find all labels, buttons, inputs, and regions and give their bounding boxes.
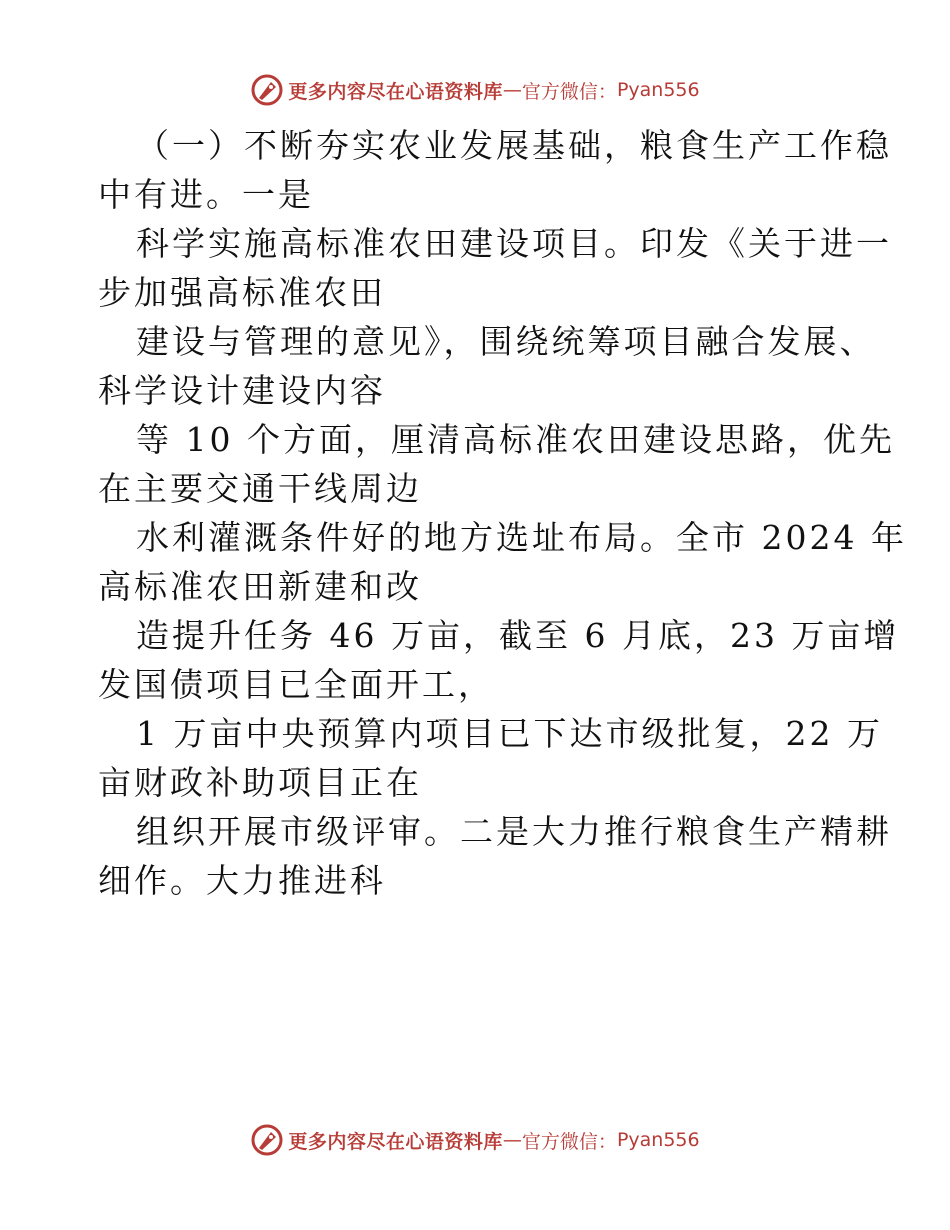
text-line: 在主要交通干线周边 <box>98 469 422 508</box>
watermark-separator: — <box>502 79 522 101</box>
watermark-footer <box>0 1120 950 1160</box>
watermark-wechat-label: 官方微信： <box>521 80 617 103</box>
text-line: 造提升任务 46 万亩，截至 6 月底，23 万亩增 <box>136 616 900 655</box>
watermark-text: 更多内容尽在心语资料库 <box>288 80 503 103</box>
watermark-wechat-id: Pyan556 <box>616 1129 700 1151</box>
text-line: 高标准农田新建和改 <box>98 567 422 606</box>
document-body <box>98 121 907 905</box>
text-line: 组织开展市级评审。二是大力推行粮食生产精耕 <box>136 812 892 851</box>
text-line: 细作。大力推进科 <box>98 861 386 900</box>
watermark-wechat-id: Pyan556 <box>616 79 700 101</box>
pen-nib-logo-icon <box>250 73 284 107</box>
text-line: 科学实施高标准农田建设项目。印发《关于进一 <box>136 224 892 263</box>
watermark-separator: — <box>502 1129 522 1151</box>
text-line: 等 10 个方面，厘清高标准农田建设思路，优先 <box>136 420 895 459</box>
watermark-wechat-label: 官方微信： <box>521 1130 617 1153</box>
text-line: 水利灌溉条件好的地方选址布局。全市 2024 年 <box>136 518 907 557</box>
text-line: 1 万亩中央预算内项目已下达市级批复，22 万 <box>136 714 883 753</box>
text-line: （一）不断夯实农业发展基础，粮食生产工作稳 <box>136 126 892 165</box>
watermark-text: 更多内容尽在心语资料库 <box>288 1130 503 1153</box>
text-line: 步加强高标准农田 <box>98 273 386 312</box>
text-line: 中有进。一是 <box>98 175 314 214</box>
text-line: 建设与管理的意见》，围绕统筹项目融合发展、 <box>136 322 876 361</box>
text-line: 科学设计建设内容 <box>98 371 386 410</box>
text-line: 亩财政补助项目正在 <box>98 763 422 802</box>
watermark-header <box>0 70 950 110</box>
pen-nib-logo-icon <box>250 1123 284 1157</box>
text-line: 发国债项目已全面开工， <box>98 665 494 704</box>
